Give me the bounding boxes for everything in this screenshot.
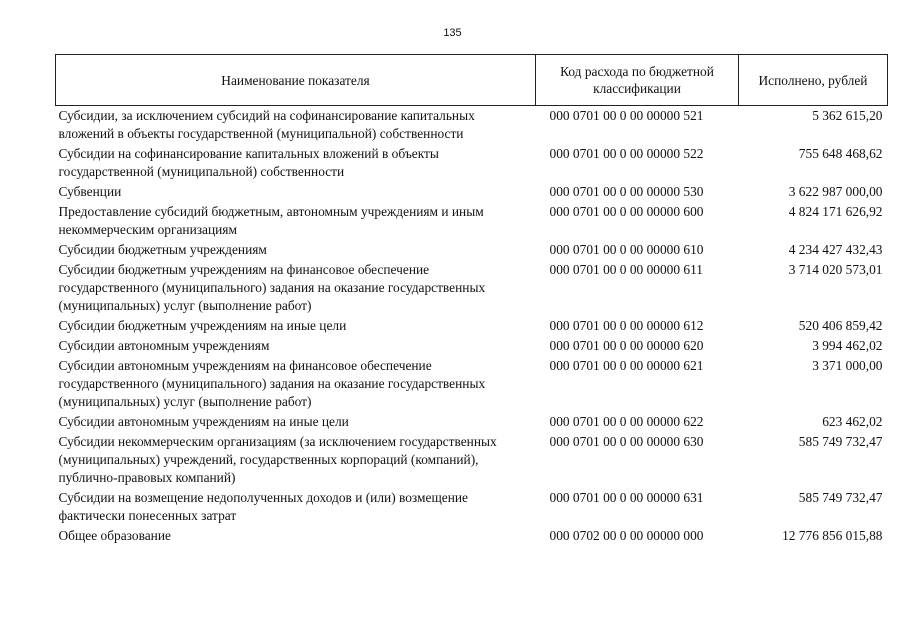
row-name: Субсидии автономным учреждениям на иные цели [58, 414, 349, 429]
table-row [56, 316, 888, 336]
column-header-code: Код расхода по бюджетной классификации [536, 55, 739, 106]
row-name: Субсидии бюджетным учреждениям на иные цели [58, 318, 347, 333]
row-amount: 12 776 856 015,88 [782, 528, 883, 543]
row-name: Общее образование [58, 528, 171, 543]
row-code: 000 0701 00 0 00 00000 600 [549, 204, 704, 219]
column-header-name: Наименование показателя [56, 55, 536, 106]
table-row [56, 144, 888, 182]
table-row [56, 356, 888, 412]
table-row [56, 106, 888, 145]
row-code: 000 0701 00 0 00 00000 620 [549, 338, 704, 353]
row-code: 000 0701 00 0 00 00000 612 [549, 318, 704, 333]
table-row [56, 488, 888, 526]
row-name: Субсидии бюджетным учреждениям [58, 242, 267, 257]
row-amount: 5 362 615,20 [812, 108, 883, 123]
row-code: 000 0701 00 0 00 00000 610 [549, 242, 704, 257]
table-row [56, 260, 888, 316]
row-code: 000 0701 00 0 00 00000 621 [549, 358, 704, 373]
row-code: 000 0701 00 0 00 00000 631 [549, 490, 704, 505]
row-amount: 623 462,02 [822, 414, 883, 429]
table-row [56, 412, 888, 432]
row-amount: 4 234 427 432,43 [788, 242, 883, 257]
table-header [56, 55, 888, 106]
row-amount: 585 749 732,47 [798, 434, 883, 449]
row-code: 000 0701 00 0 00 00000 630 [549, 434, 704, 449]
page-number: 135 [443, 27, 462, 39]
row-name: Субсидии автономным учреждениям на финансовое обеспечение государственного (муниципального) задания на оказание государственных (муниципальных) услуг (выполнение работ) [58, 358, 486, 409]
table-row [56, 432, 888, 488]
row-amount: 3 371 000,00 [812, 358, 883, 373]
table-row [56, 336, 888, 356]
row-code: 000 0701 00 0 00 00000 622 [549, 414, 704, 429]
row-code: 000 0701 00 0 00 00000 611 [549, 262, 703, 277]
row-amount: 4 824 171 626,92 [788, 204, 883, 219]
row-amount: 3 714 020 573,01 [788, 262, 883, 277]
table-row [56, 526, 888, 546]
column-header-amount: Исполнено, рублей [739, 55, 888, 106]
table-body [56, 106, 888, 547]
row-code: 000 0701 00 0 00 00000 521 [549, 108, 704, 123]
header-row [56, 55, 888, 106]
table-row [56, 182, 888, 202]
row-amount: 3 622 987 000,00 [788, 184, 883, 199]
row-code: 000 0701 00 0 00 00000 530 [549, 184, 704, 199]
row-name: Субсидии некоммерческим организациям (за исключением государственных (муниципальных) учреждений, государственных корпораций (компаний), публично-правовых компаний) [58, 434, 497, 485]
table-row [56, 202, 888, 240]
row-amount: 520 406 859,42 [798, 318, 883, 333]
row-name: Субсидии автономным учреждениям [58, 338, 270, 353]
row-amount: 3 994 462,02 [812, 338, 883, 353]
table-row [56, 240, 888, 260]
row-code: 000 0702 00 0 00 00000 000 [549, 528, 704, 543]
row-name: Субсидии бюджетным учреждениям на финансовое обеспечение государственного (муниципального) задания на оказание государственных (муниципальных) услуг (выполнение работ) [58, 262, 486, 313]
row-amount: 755 648 468,62 [798, 146, 883, 161]
row-amount: 585 749 732,47 [798, 490, 883, 505]
row-name: Субсидии, за исключением субсидий на софинансирование капитальных вложений в объекты государственной (муниципальной) собственности [58, 108, 475, 141]
row-name: Субсидии на возмещение недополученных доходов и (или) возмещение фактически понесенных затрат [58, 490, 468, 523]
row-name: Субсидии на софинансирование капитальных вложений в объекты государственной (муниципальной) собственности [58, 146, 439, 179]
row-code: 000 0701 00 0 00 00000 522 [549, 146, 704, 161]
row-name: Предоставление субсидий бюджетным, автономным учреждениям и иным некоммерческим организациям [58, 204, 484, 237]
row-name: Субвенции [58, 184, 122, 199]
budget-execution-table [55, 54, 888, 546]
